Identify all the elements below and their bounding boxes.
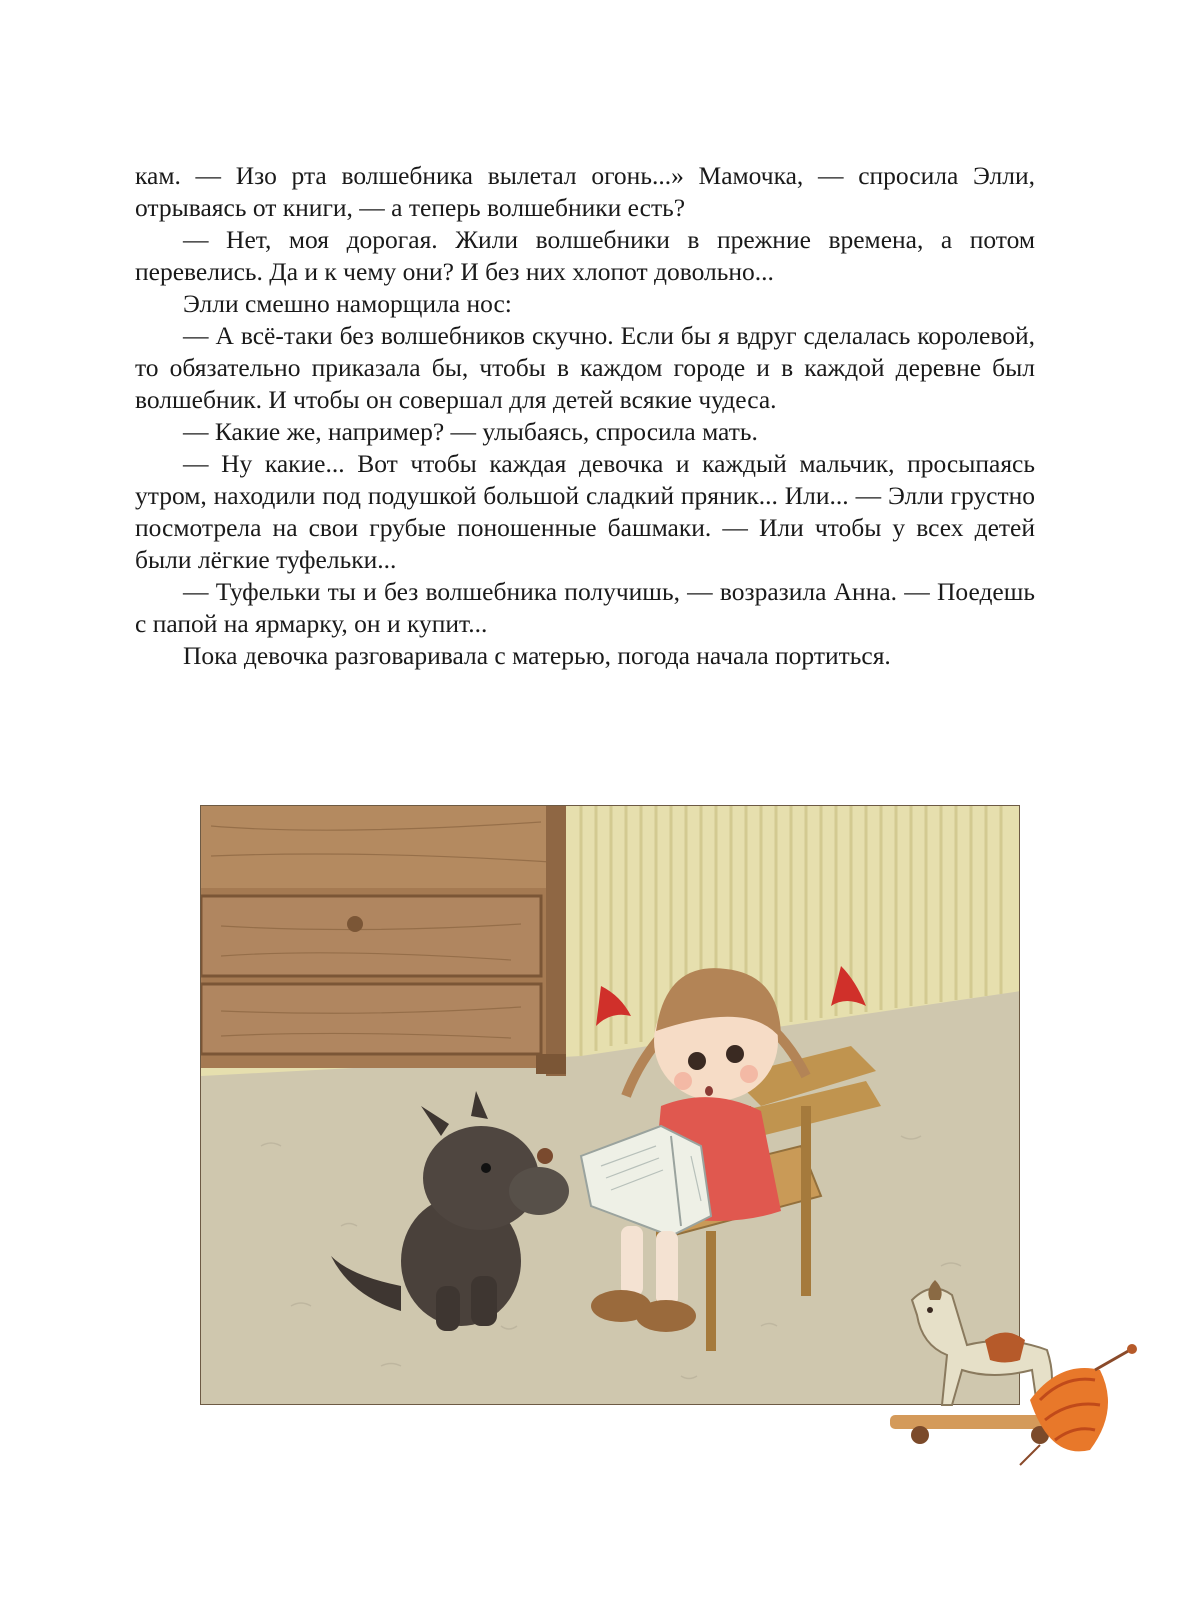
paragraph-2: — Нет, моя дорогая. Жили волшебники в прежние времена, а потом перевелись. Да и к чему они? И без них хлопот довольно... [135,225,1035,286]
paragraph-8: Пока девочка разговаривала с матерью, погода начала портиться. [183,641,891,670]
story-text [135,160,1035,672]
paragraph-1: кам. — Изо рта волшебника вылетал огонь...» Мамочка, — спросила Элли, отрываясь от книги, — а теперь волшебники есть? [135,161,1035,222]
toy-horse-and-top [890,1270,1140,1470]
paragraph-6: — Ну какие... Вот чтобы каждая девочка и каждый мальчик, просыпаясь утром, находили под подушкой большой сладкий пряник... Или... — Элли грустно посмотрела на свои грубые поношенные башмаки. — Или чтобы у всех детей были лёгкие туфельки... [135,449,1035,574]
chest-of-drawers [201,806,566,1076]
paragraph-7: — Туфельки ты и без волшебника получишь, — возразила Анна. — Поедешь с папой на ярмарку, он и купит... [135,577,1035,638]
paragraph-4: — А всё-таки без волшебников скучно. Если бы я вдруг сделалась королевой, то обязательно приказала бы, чтобы в каждом городе и в каждой деревне был волшебник. И чтобы он совершал для детей всякие чудеса. [135,321,1035,414]
toy-horse-drawing [890,1270,1140,1470]
paragraph-3: Элли смешно наморщила нос: [183,289,512,318]
paragraph-5: — Какие же, например? — улыбаясь, спросила мать. [183,417,758,446]
